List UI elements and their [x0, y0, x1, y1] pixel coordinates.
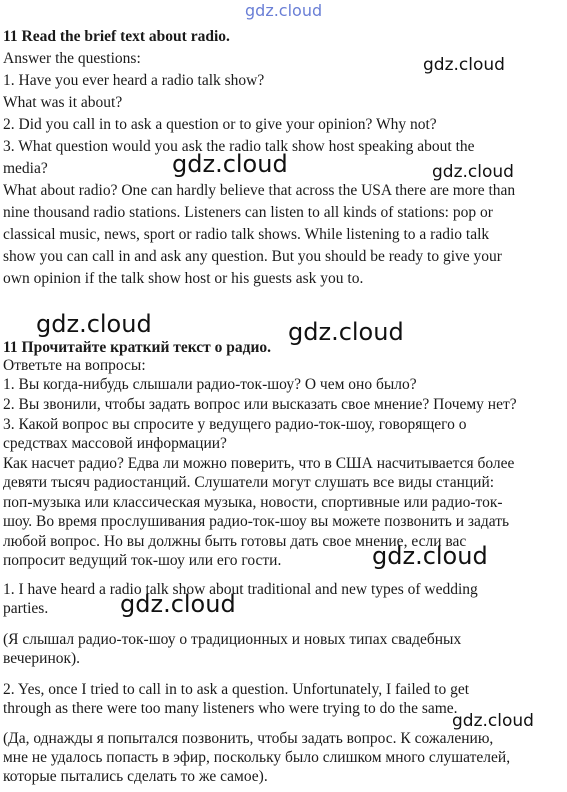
text-line: 1. Have you ever heard a radio talk show? — [3, 72, 265, 89]
text-line: 1. Вы когда-нибудь слышали радио-ток-шоу? О чем оно было? — [3, 376, 417, 393]
watermark: gdz.cloud — [423, 55, 505, 75]
text-line: любой вопрос. Но вы должны быть готовы дать свое мнение, если вас — [3, 533, 467, 550]
text-line: средствах массовой информации? — [3, 435, 227, 452]
text-line: 3. Какой вопрос вы спросите у ведущего радио-ток-шоу, говорящего о — [3, 416, 467, 433]
watermark: gdz.cloud — [372, 542, 488, 570]
exercise-heading-en: 11 Read the brief text about radio. — [3, 28, 230, 45]
text-line: own opinion if the talk show host or his guests ask you to. — [3, 270, 364, 287]
watermark: gdz.cloud — [120, 590, 236, 618]
answer-translation-line: (Я слышал радио-ток-шоу о традиционных и новых типах свадебных — [3, 631, 462, 648]
text-line: 3. What question would you ask the radio talk show host speaking about the — [3, 138, 475, 155]
answer-line: 1. I have heard a radio talk show about traditional and new types of wedding — [3, 581, 478, 598]
answer-translation-line: (Да, однажды я попытался позвонить, чтобы задать вопрос. К сожалению, — [3, 730, 494, 747]
watermark: gdz.cloud — [36, 310, 152, 338]
text-line: What about radio? One can hardly believe that across the USA there are more than — [3, 182, 516, 199]
text-line: 2. Вы звонили, чтобы задать вопрос или высказать свое мнение? Почему нет? — [3, 396, 517, 413]
watermark: gdz.cloud — [288, 318, 404, 346]
text-line: шоу. Во время прослушивания радио-ток-шоу вы можете позвонить и задать — [3, 513, 510, 530]
text-line: media? — [3, 160, 48, 177]
answer-line: parties. — [3, 600, 49, 617]
text-line: девяти тысяч радиостанций. Слушатели могут слушать все виды станций: — [3, 474, 495, 491]
answer-translation-line: мне не удалось попасть в эфир, поскольку было слишком много слушателей, — [3, 749, 511, 766]
answer-translation-line: вечеринок). — [3, 650, 81, 667]
watermark: gdz.cloud — [432, 162, 514, 182]
text-line: Как насчет радио? Едва ли можно поверить, что в США насчитывается более — [3, 455, 515, 472]
text-line: What was it about? — [3, 94, 123, 111]
watermark: gdz.cloud — [452, 711, 534, 731]
answer-line: through as there were too many listeners who were trying to do the same. — [3, 700, 458, 717]
text-line: Ответьте на вопросы: — [3, 357, 146, 374]
answer-translation-line: которые пытались сделать то же самое). — [3, 768, 268, 785]
exercise-heading-ru: 11 Прочитайте краткий текст о радио. — [3, 339, 272, 356]
watermark-top: gdz.cloud — [245, 1, 323, 20]
answer-line: 2. Yes, once I tried to call in to ask a question. Unfortunately, I failed to get — [3, 681, 470, 698]
text-line: Answer the questions: — [3, 50, 141, 67]
text-line: nine thousand radio stations. Listeners can listen to all kinds of stations: pop or — [3, 204, 493, 221]
text-line: 2. Did you call in to ask a question or to give your opinion? Why not? — [3, 116, 437, 133]
text-line: show you can call in and ask any question. But you should be ready to give your — [3, 248, 502, 265]
watermark: gdz.cloud — [172, 150, 288, 178]
text-line: попросит ведущий ток-шоу или его гости. — [3, 552, 282, 569]
text-line: classical music, news, sport or radio talk shows. While listening to a radio talk — [3, 226, 490, 243]
text-line: поп-музыка или классическая музыка, новости, спортивные или радио-ток- — [3, 494, 503, 511]
